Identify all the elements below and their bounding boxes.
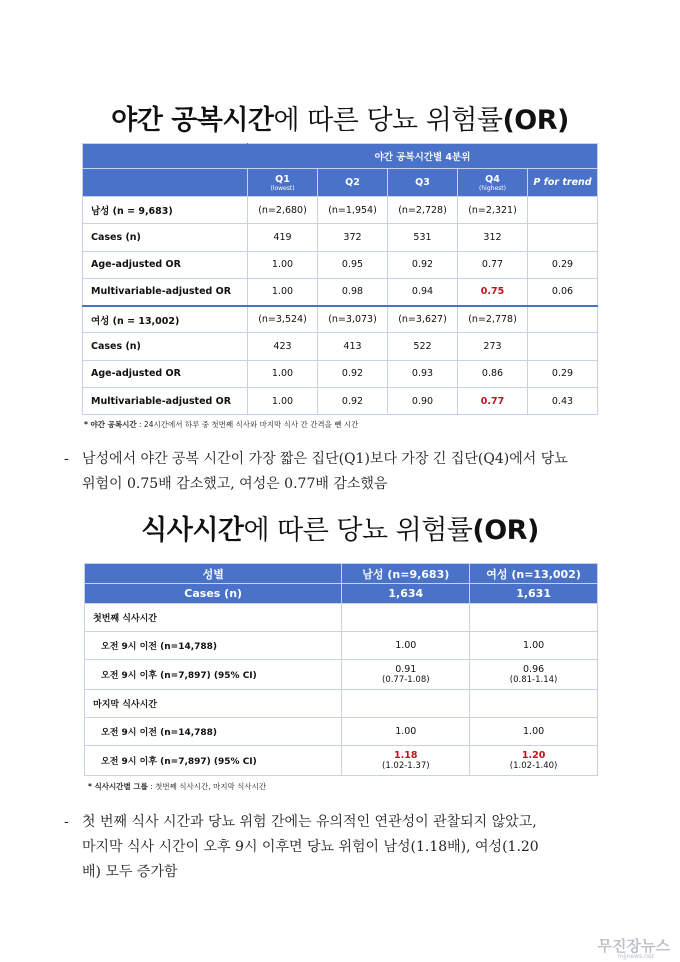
watermark-logo: 무진장뉴스 — [597, 937, 670, 955]
section1-bullet-line1: 남성에서 야간 공복 시간이 가장 짧은 집단(Q1)보다 가장 긴 집단(Q4)에서 당뇨 — [82, 451, 568, 467]
table2-cell-empty — [470, 604, 598, 632]
table2-cases-men: 1,634 — [342, 584, 470, 604]
table1-row-label: Age-adjusted OR — [83, 360, 248, 387]
section2-bullet-line1: 첫 번째 식사 시간과 당뇨 위험 간에는 유의적인 연관성이 관찰되지 않았고, — [82, 814, 537, 830]
fasting-quartile-table — [82, 143, 598, 415]
table2-group1-row — [85, 604, 598, 632]
section2-title-or: (OR) — [472, 515, 539, 546]
table1-corner — [83, 144, 248, 169]
table1-row — [83, 388, 598, 415]
table1-cell: (n=2,728) — [388, 197, 458, 224]
table1-cell: 312 — [458, 224, 528, 251]
table2-g2-row1 — [85, 718, 598, 746]
table1-cell: 0.86 — [458, 360, 528, 387]
table2-g1-row2-men-ci: (0.77-1.08) — [382, 675, 430, 685]
table2-header-row — [85, 564, 598, 584]
table1-cell: 0.29 — [528, 360, 598, 387]
table1-cell: 0.94 — [388, 278, 458, 305]
section2-bullet-line3: 배) 모두 증가함 — [82, 864, 178, 880]
table1-cell: 531 — [388, 224, 458, 251]
table1-cell: 0.43 — [528, 388, 598, 415]
table1-cell: 0.93 — [388, 360, 458, 387]
table1-cell: (n=2,680) — [248, 197, 318, 224]
table2-header-women: 여성 (n=13,002) — [470, 564, 598, 584]
table1-cell — [528, 197, 598, 224]
section2-title — [0, 508, 680, 547]
table2-g1-row2-men-cell — [342, 660, 470, 690]
table1-cell: 0.92 — [318, 388, 388, 415]
table1-row — [83, 306, 598, 333]
table1-cell: 1.00 — [248, 278, 318, 305]
watermark-url: mjjnews.net — [617, 953, 654, 960]
table2-g1-row2-women-cell — [470, 660, 598, 690]
table1-row — [83, 251, 598, 278]
table1-row — [83, 360, 598, 387]
section2-title-bold: 식사시간 — [141, 515, 244, 546]
table1-row-label: Cases (n) — [83, 224, 248, 251]
table1-row-label: 남성 (n = 9,683) — [83, 197, 248, 224]
table1-col-label: Q3 — [415, 177, 430, 188]
table2-cases-label: Cases (n) — [85, 584, 342, 604]
table2-g2-row2-men-cell — [342, 746, 470, 776]
table2-g1-row2-women-ci: (0.81-1.14) — [509, 675, 558, 685]
table2-g2-row2-women-cell — [470, 746, 598, 776]
table2-g2-row2-label: 오전 9시 이후 (n=7,897) (95% CI) — [85, 746, 342, 776]
table2-g1-row1 — [85, 632, 598, 660]
table1-col-header — [458, 169, 528, 197]
table2-g1-row1-men: 1.00 — [342, 632, 470, 660]
table1-row-label: Cases (n) — [83, 333, 248, 360]
table2-g2-row2-men: 1.18 — [394, 750, 418, 761]
table1-col-sublabel: (lowest) — [270, 184, 295, 192]
table2-g2-row2-men-ci: (1.02-1.37) — [382, 761, 430, 771]
table2-g1-row2-men: 0.91 — [395, 664, 417, 675]
table1-cell: (n=2,321) — [458, 197, 528, 224]
table2-g2-row2-women-ci: (1.02-1.40) — [509, 761, 558, 771]
section2-bullet-line2: 마지막 식사 시간이 오후 9시 이후면 당뇨 위험이 남성(1.18배), 여성(1.20 — [82, 839, 539, 855]
table1-col-header — [528, 169, 598, 197]
table1-col-label: P for trend — [533, 177, 592, 188]
table1-cell: 419 — [248, 224, 318, 251]
table2-cell-empty — [342, 690, 470, 718]
table1-col-header — [388, 169, 458, 197]
table2-group1-label: 첫번째 식사시간 — [85, 604, 342, 632]
table1-row — [83, 224, 598, 251]
table1-col-label: Q2 — [345, 177, 360, 188]
table1-col-header — [318, 169, 388, 197]
section1-title — [0, 98, 680, 137]
table1-footnote-rest: : 24시간에서 하루 중 첫번째 식사와 마지막 식사 간 간격을 뺀 시간 — [136, 420, 359, 429]
table1-col-sublabel: (highest) — [479, 184, 506, 192]
bullet-dash: - — [64, 814, 69, 830]
table1-cell: 0.75 — [458, 278, 528, 305]
table1-footnote-bold: * 야간 공복시간 — [84, 420, 137, 429]
section1-title-rest: 에 따른 당뇨 위험률 — [273, 105, 503, 136]
table2-footnote — [88, 781, 266, 792]
table1-cell: (n=3,073) — [318, 306, 388, 333]
table1-cell: (n=2,778) — [458, 306, 528, 333]
table1-cell — [528, 333, 598, 360]
table1-cell: (n=1,954) — [318, 197, 388, 224]
table2-footnote-rest: : 첫번째 식사시간, 마지막 식사시간 — [147, 782, 267, 791]
table2-cases-row — [85, 584, 598, 604]
table1-cell: 1.00 — [248, 388, 318, 415]
table1-row-label: Age-adjusted OR — [83, 251, 248, 278]
table2-cell-empty — [342, 604, 470, 632]
table1-col-label: Q1 — [275, 173, 290, 185]
table1-cell: 0.77 — [458, 251, 528, 278]
table1-group-header: 야간 공복시간별 4분위 — [248, 144, 598, 169]
table2-g1-row1-women: 1.00 — [470, 632, 598, 660]
table2-group2-row — [85, 690, 598, 718]
table1-cell: 372 — [318, 224, 388, 251]
table2-g2-row1-label: 오전 9시 이전 (n=14,788) — [85, 718, 342, 746]
table1-cell: 522 — [388, 333, 458, 360]
section2-bullet — [64, 810, 644, 885]
section1-title-or: (OR) — [502, 105, 569, 136]
table2-g2-row1-men: 1.00 — [342, 718, 470, 746]
table1-cell: 273 — [458, 333, 528, 360]
table1-cell — [528, 306, 598, 333]
table1-cell: 423 — [248, 333, 318, 360]
table2-g1-row2 — [85, 660, 598, 690]
table1-cell: (n=3,627) — [388, 306, 458, 333]
table2-g2-row2 — [85, 746, 598, 776]
table1-col-header — [248, 169, 318, 197]
table2-g1-row1-label: 오전 9시 이전 (n=14,788) — [85, 632, 342, 660]
table1-footnote — [84, 419, 358, 430]
table1-cell: 0.92 — [388, 251, 458, 278]
section1-bullet — [64, 447, 644, 497]
table2-g2-row1-women: 1.00 — [470, 718, 598, 746]
table1-cell: 0.92 — [318, 360, 388, 387]
table2-g2-row2-women: 1.20 — [521, 750, 546, 761]
table1-cell: 0.98 — [318, 278, 388, 305]
table1-row — [83, 197, 598, 224]
table2-g1-row2-women: 0.96 — [523, 664, 545, 675]
table1-cell: 0.95 — [318, 251, 388, 278]
table1-cell — [528, 224, 598, 251]
table1-cell: 0.90 — [388, 388, 458, 415]
table1-row — [83, 278, 598, 305]
table2-footnote-bold: * 식사시간별 그룹 — [88, 782, 148, 791]
table1-cell: 1.00 — [248, 360, 318, 387]
meal-time-table — [84, 563, 598, 776]
section2-title-rest: 에 따른 당뇨 위험률 — [243, 515, 473, 546]
table1-row — [83, 333, 598, 360]
table1-row-label: Multivariable-adjusted OR — [83, 278, 248, 305]
table1-cell: 0.29 — [528, 251, 598, 278]
table1-col-blank — [83, 169, 248, 197]
bullet-dash: - — [64, 451, 69, 467]
table1-row-label: 여성 (n = 13,002) — [83, 306, 248, 333]
section1-bullet-line2: 위험이 0.75배 감소했고, 여성은 0.77배 감소했음 — [82, 476, 388, 492]
table2-cases-women: 1,631 — [470, 584, 598, 604]
table2-group2-label: 마지막 식사시간 — [85, 690, 342, 718]
section1-title-bold: 야간 공복시간 — [111, 105, 274, 136]
table2-header-men: 남성 (n=9,683) — [342, 564, 470, 584]
table1-col-label: Q4 — [485, 173, 500, 185]
table1-cell: 0.77 — [458, 388, 528, 415]
table1-cell: 0.06 — [528, 278, 598, 305]
table1-cell: (n=3,524) — [248, 306, 318, 333]
table1-cell: 413 — [318, 333, 388, 360]
table1-cell: 1.00 — [248, 251, 318, 278]
table2-cell-empty — [470, 690, 598, 718]
table2-g1-row2-label: 오전 9시 이후 (n=7,897) (95% CI) — [85, 660, 342, 690]
table2-header-sex: 성별 — [85, 564, 342, 584]
table1-row-label: Multivariable-adjusted OR — [83, 388, 248, 415]
